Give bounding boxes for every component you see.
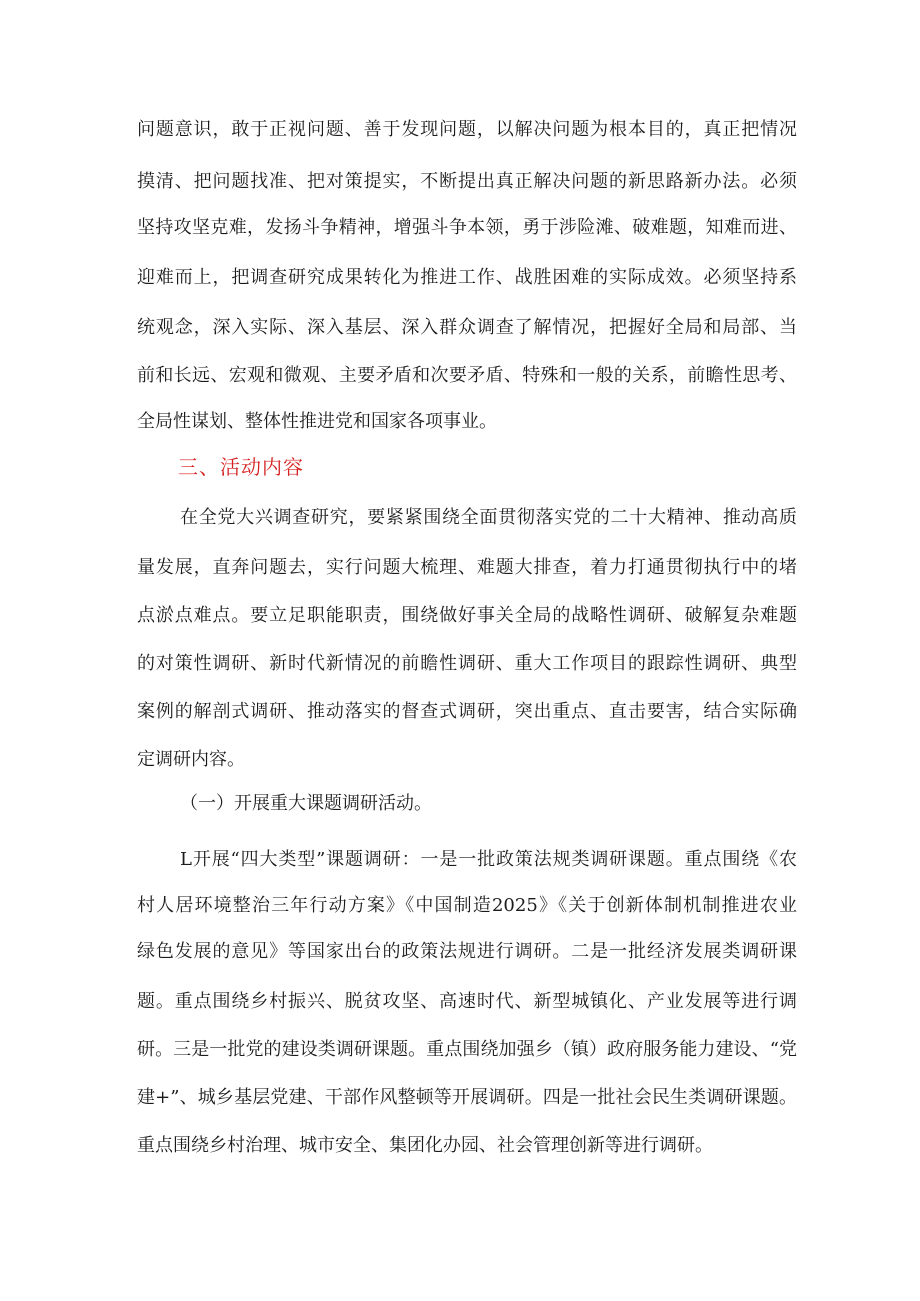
subsection-heading: （一）开展重大课题调研活动。 [180, 793, 432, 814]
paragraph-line: 题。重点围绕乡村振兴、脱贫攻坚、高速时代、新型城镇化、产业发展等进行调 [137, 991, 797, 1012]
paragraph-line: 点淤点难点。要立足职能职责，围绕做好事关全局的战略性调研、破解复杂难题 [137, 605, 797, 626]
paragraph-line: 村人居环境整治三年行动方案》《中国制造2025》《关于创新体制机制推进农业 [137, 895, 797, 916]
paragraph-line: L开展“四大类型”课题调研：一是一批政策法规类调研课题。重点围绕《农 [180, 849, 797, 870]
paragraph-line: 研。三是一批党的建设类调研课题。重点围绕加强乡（镇）政府服务能力建设、“党 [137, 1039, 797, 1060]
paragraph-line: 坚持攻坚克难，发扬斗争精神，增强斗争本领，勇于涉险滩、破难题，知难而进、 [137, 217, 797, 238]
paragraph-line: 量发展，直奔问题去，实行问题大梳理、难题大排查，着力打通贯彻执行中的堵 [137, 557, 797, 578]
paragraph-line: 问题意识，敢于正视问题、善于发现问题，以解决问题为根本目的，真正把情况 [137, 119, 797, 140]
paragraph-line: 建+”、城乡基层党建、干部作风整顿等开展调研。四是一批社会民生类调研课题。 [137, 1087, 797, 1108]
paragraph-line: 的对策性调研、新时代新情况的前瞻性调研、重大工作项目的跟踪性调研、典型 [137, 653, 797, 674]
paragraph-line: 定调研内容。 [137, 749, 245, 770]
paragraph-line: 绿色发展的意见》等国家出台的政策法规进行调研。二是一批经济发展类调研课 [137, 941, 797, 962]
paragraph-line: 在全党大兴调查研究，要紧紧围绕全面贯彻落实党的二十大精神、推动高质 [180, 507, 797, 528]
paragraph-line: 全局性谋划、整体性推进党和国家各项事业。 [137, 411, 497, 432]
paragraph-line: 前和长远、宏观和微观、主要矛盾和次要矛盾、特殊和一般的关系，前瞻性思考、 [137, 365, 797, 386]
paragraph-line: 重点围绕乡村治理、城市安全、集团化办园、社会管理创新等进行调研。 [137, 1135, 713, 1156]
paragraph-line: 迎难而上，把调查研究成果转化为推进工作、战胜困难的实际成效。必须坚持系 [137, 267, 797, 288]
section-heading: 三、活动内容 [178, 455, 304, 479]
paragraph-line: 摸清、把问题找准、把对策提实，不断提出真正解决问题的新思路新办法。必须 [137, 171, 797, 192]
paragraph-line: 案例的解剖式调研、推动落实的督查式调研，突出重点、直击要害，结合实际确 [137, 701, 797, 722]
paragraph-line: 统观念，深入实际、深入基层、深入群众调查了解情况，把握好全局和局部、当 [137, 317, 797, 338]
